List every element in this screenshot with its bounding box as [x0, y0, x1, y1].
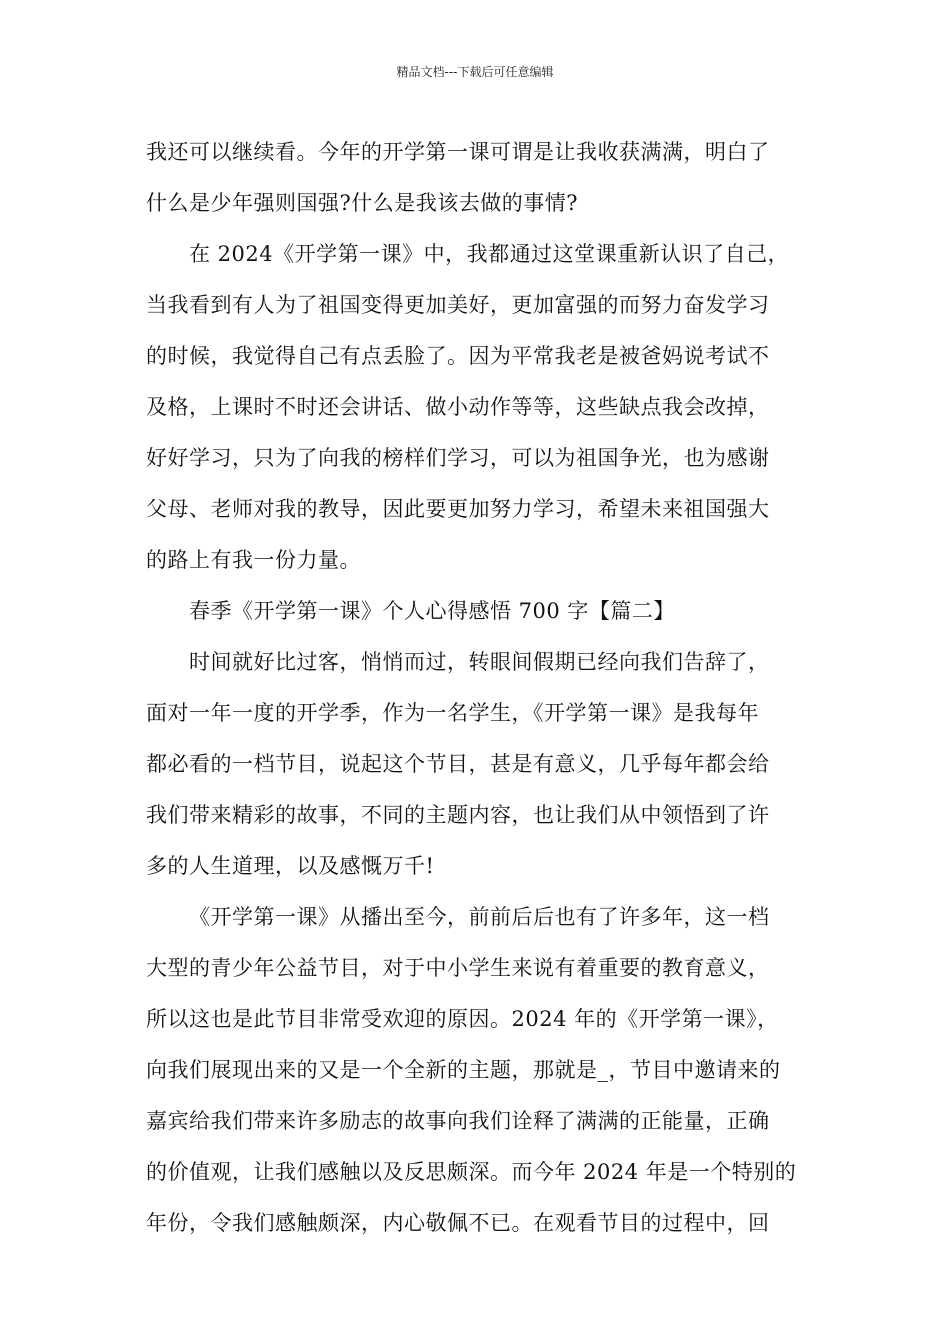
page-header: 精品文档---下载后可任意编辑: [396, 65, 554, 79]
text-line: 的路上有我一份力量。: [146, 548, 361, 572]
text-line: 的价值观，让我们感触以及反思颇深。而今年 2024 年是一个特别的: [146, 1160, 797, 1184]
text-line: 《开学第一课》从播出至今，前前后后也有了许多年，这一档: [189, 905, 770, 929]
text-line: 当我看到有人为了祖国变得更加美好，更加富强的而努力奋发学习: [146, 293, 770, 317]
document-body: [146, 127, 810, 1249]
text-line: 我们带来精彩的故事，不同的主题内容，也让我们从中领悟到了许: [146, 803, 770, 827]
text-line: 时间就好比过客，悄悄而过，转眼间假期已经向我们告辞了，: [189, 650, 770, 674]
text-line: 向我们展现出来的又是一个全新的主题，那就是_，节目中邀请来的: [146, 1058, 781, 1082]
paragraph: [146, 229, 810, 586]
text-line: 大型的青少年公益节目，对于中小学生来说有着重要的教育意义，: [146, 956, 770, 980]
paragraph: [146, 127, 810, 229]
text-line: 面对一年一度的开学季，作为一名学生，《开学第一课》是我每年: [146, 701, 759, 725]
heading-line: 春季《开学第一课》个人心得感悟 700 字【篇二】: [189, 599, 675, 623]
paragraph: [146, 637, 810, 892]
text-line: 都必看的一档节目，说起这个节目，甚是有意义，几乎每年都会给: [146, 752, 770, 776]
section-heading: [146, 586, 810, 637]
text-line: 所以这也是此节目非常受欢迎的原因。2024 年的《开学第一课》，: [146, 1007, 779, 1031]
text-line: 多的人生道理，以及感慨万千!: [146, 854, 435, 878]
text-line: 我还可以继续看。今年的开学第一课可谓是让我收获满满，明白了: [146, 140, 770, 164]
text-line: 什么是少年强则国强?什么是我该去做的事情?: [146, 191, 579, 215]
text-line: 及格，上课时不时还会讲话、做小动作等等，这些缺点我会改掉，: [146, 395, 770, 419]
text-line: 年份，令我们感触颇深，内心敬佩不已。在观看节目的过程中，回: [146, 1211, 770, 1235]
text-line: 父母、老师对我的教导，因此要更加努力学习，希望未来祖国强大: [146, 497, 770, 521]
text-line: 嘉宾给我们带来许多励志的故事向我们诠释了满满的正能量，正确: [146, 1109, 770, 1133]
text-line: 的时候，我觉得自己有点丢脸了。因为平常我老是被爸妈说考试不: [146, 344, 770, 368]
text-line: 好好学习，只为了向我的榜样们学习，可以为祖国争光，也为感谢: [146, 446, 770, 470]
text-line: 在 2024《开学第一课》中，我都通过这堂课重新认识了自己，: [189, 242, 790, 266]
paragraph: [146, 892, 810, 1249]
